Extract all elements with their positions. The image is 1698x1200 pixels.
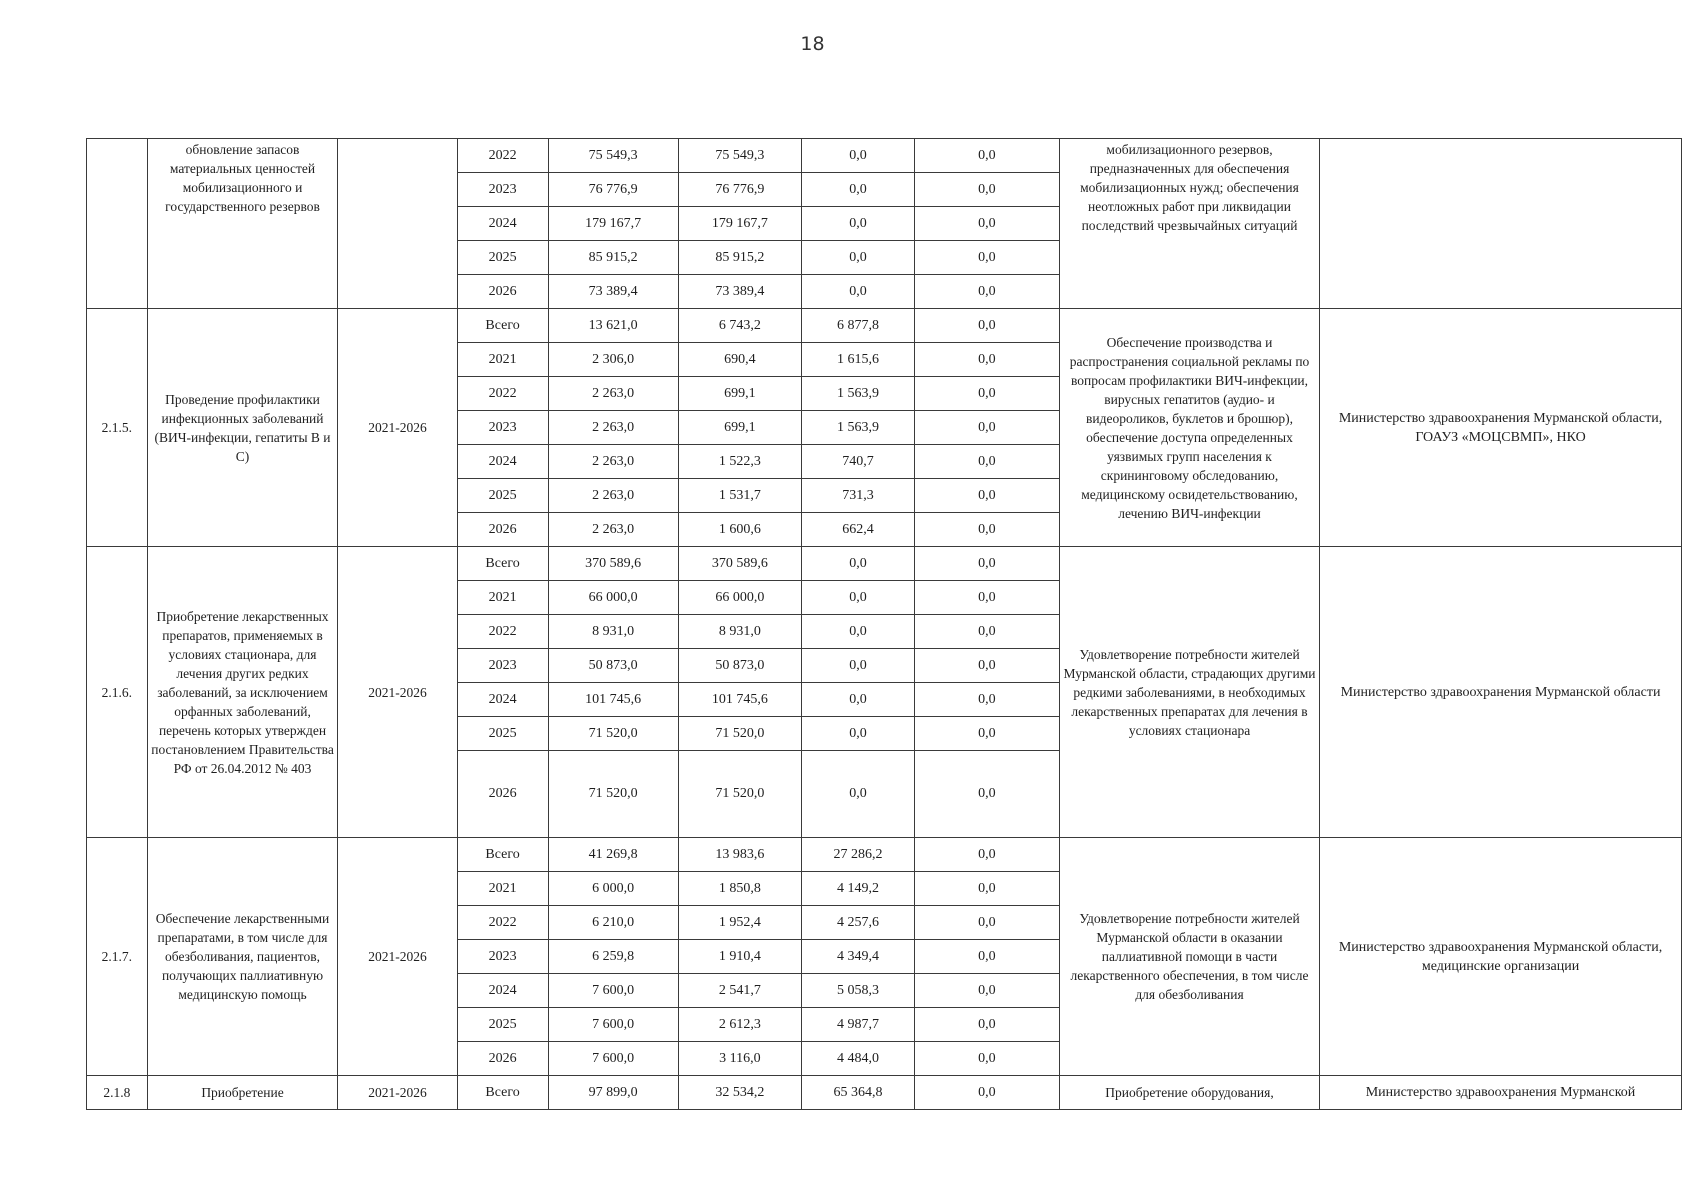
total-cell: 7 600,0 <box>548 974 678 1008</box>
federal-budget-cell: 0,0 <box>802 139 915 173</box>
measure-period: 2021-2026 <box>338 838 457 1076</box>
total-cell: 97 899,0 <box>548 1076 678 1110</box>
regional-budget-cell: 699,1 <box>678 411 802 445</box>
other-source-cell: 0,0 <box>914 581 1059 615</box>
other-source-cell: 0,0 <box>914 139 1059 173</box>
measure-name: Проведение профилактики инфекционных заболеваний (ВИЧ-инфекции, гепатиты В и С) <box>147 309 338 547</box>
total-cell: 71 520,0 <box>548 717 678 751</box>
other-source-cell: 0,0 <box>914 377 1059 411</box>
program-table-container <box>86 138 1682 1110</box>
year-cell: 2026 <box>457 1042 548 1076</box>
federal-budget-cell: 0,0 <box>802 241 915 275</box>
federal-budget-cell: 6 877,8 <box>802 309 915 343</box>
other-source-cell: 0,0 <box>914 241 1059 275</box>
year-cell: 2023 <box>457 411 548 445</box>
regional-budget-cell: 71 520,0 <box>678 717 802 751</box>
year-cell: 2022 <box>457 139 548 173</box>
table-row <box>87 1076 1682 1110</box>
year-cell: Всего <box>457 547 548 581</box>
federal-budget-cell: 731,3 <box>802 479 915 513</box>
page-number: 18 <box>800 33 825 55</box>
federal-budget-cell: 4 987,7 <box>802 1008 915 1042</box>
year-cell: 2025 <box>457 1008 548 1042</box>
federal-budget-cell: 1 563,9 <box>802 377 915 411</box>
other-source-cell: 0,0 <box>914 1076 1059 1110</box>
total-cell: 75 549,3 <box>548 139 678 173</box>
other-source-cell: 0,0 <box>914 717 1059 751</box>
other-source-cell: 0,0 <box>914 940 1059 974</box>
measure-name: Приобретение <box>147 1076 338 1110</box>
year-cell: 2024 <box>457 974 548 1008</box>
year-cell: 2024 <box>457 445 548 479</box>
other-source-cell: 0,0 <box>914 513 1059 547</box>
year-cell: 2024 <box>457 683 548 717</box>
total-cell: 2 263,0 <box>548 411 678 445</box>
federal-budget-cell: 0,0 <box>802 173 915 207</box>
total-cell: 370 589,6 <box>548 547 678 581</box>
executor: Министерство здравоохранения Мурманской области, медицинские организации <box>1320 838 1682 1076</box>
other-source-cell: 0,0 <box>914 1042 1059 1076</box>
total-cell: 2 263,0 <box>548 479 678 513</box>
other-source-cell: 0,0 <box>914 173 1059 207</box>
executor: Министерство здравоохранения Мурманской области, ГОАУЗ «МОЦСВМП», НКО <box>1320 309 1682 547</box>
federal-budget-cell: 0,0 <box>802 751 915 838</box>
table-row <box>87 309 1682 343</box>
other-source-cell: 0,0 <box>914 872 1059 906</box>
total-cell: 2 263,0 <box>548 513 678 547</box>
total-cell: 101 745,6 <box>548 683 678 717</box>
year-cell: Всего <box>457 1076 548 1110</box>
federal-budget-cell: 0,0 <box>802 717 915 751</box>
total-cell: 6 259,8 <box>548 940 678 974</box>
total-cell: 8 931,0 <box>548 615 678 649</box>
federal-budget-cell: 740,7 <box>802 445 915 479</box>
year-cell: Всего <box>457 838 548 872</box>
regional-budget-cell: 699,1 <box>678 377 802 411</box>
regional-budget-cell: 690,4 <box>678 343 802 377</box>
federal-budget-cell: 4 484,0 <box>802 1042 915 1076</box>
regional-budget-cell: 2 612,3 <box>678 1008 802 1042</box>
program-table <box>86 138 1682 1110</box>
regional-budget-cell: 73 389,4 <box>678 275 802 309</box>
regional-budget-cell: 1 531,7 <box>678 479 802 513</box>
other-source-cell: 0,0 <box>914 649 1059 683</box>
federal-budget-cell: 27 286,2 <box>802 838 915 872</box>
other-source-cell: 0,0 <box>914 309 1059 343</box>
executor: Министерство здравоохранения Мурманской <box>1320 1076 1682 1110</box>
measure-code: 2.1.7. <box>87 838 148 1076</box>
regional-budget-cell: 13 983,6 <box>678 838 802 872</box>
federal-budget-cell: 4 257,6 <box>802 906 915 940</box>
regional-budget-cell: 50 873,0 <box>678 649 802 683</box>
measure-name: обновление запасов материальных ценностей мобилизационного и государственного резервов <box>147 139 338 309</box>
other-source-cell: 0,0 <box>914 615 1059 649</box>
regional-budget-cell: 1 910,4 <box>678 940 802 974</box>
year-cell: 2026 <box>457 513 548 547</box>
total-cell: 179 167,7 <box>548 207 678 241</box>
table-body <box>87 139 1682 1110</box>
year-cell: 2021 <box>457 581 548 615</box>
other-source-cell: 0,0 <box>914 547 1059 581</box>
regional-budget-cell: 66 000,0 <box>678 581 802 615</box>
year-cell: Всего <box>457 309 548 343</box>
total-cell: 50 873,0 <box>548 649 678 683</box>
executor <box>1320 139 1682 309</box>
regional-budget-cell: 101 745,6 <box>678 683 802 717</box>
other-source-cell: 0,0 <box>914 479 1059 513</box>
other-source-cell: 0,0 <box>914 683 1059 717</box>
measure-code <box>87 139 148 309</box>
total-cell: 6 000,0 <box>548 872 678 906</box>
measure-code: 2.1.6. <box>87 547 148 838</box>
measure-code: 2.1.8 <box>87 1076 148 1110</box>
regional-budget-cell: 370 589,6 <box>678 547 802 581</box>
year-cell: 2021 <box>457 872 548 906</box>
other-source-cell: 0,0 <box>914 275 1059 309</box>
regional-budget-cell: 76 776,9 <box>678 173 802 207</box>
expected-result: Приобретение оборудования, <box>1059 1076 1319 1110</box>
federal-budget-cell: 0,0 <box>802 207 915 241</box>
measure-code: 2.1.5. <box>87 309 148 547</box>
federal-budget-cell: 65 364,8 <box>802 1076 915 1110</box>
table-row <box>87 547 1682 581</box>
regional-budget-cell: 1 952,4 <box>678 906 802 940</box>
measure-period <box>338 139 457 309</box>
total-cell: 7 600,0 <box>548 1008 678 1042</box>
regional-budget-cell: 2 541,7 <box>678 974 802 1008</box>
measure-period: 2021-2026 <box>338 547 457 838</box>
year-cell: 2024 <box>457 207 548 241</box>
regional-budget-cell: 179 167,7 <box>678 207 802 241</box>
year-cell: 2026 <box>457 275 548 309</box>
expected-result: мобилизационного резервов, предназначенных для обеспечения мобилизационных нужд; обеспечения неотложных работ при ликвидации последствий чрезвычайных ситуаций <box>1059 139 1319 309</box>
regional-budget-cell: 75 549,3 <box>678 139 802 173</box>
other-source-cell: 0,0 <box>914 207 1059 241</box>
year-cell: 2026 <box>457 751 548 838</box>
expected-result: Обеспечение производства и распространения социальной рекламы по вопросам профилактики ВИЧ-инфекции, вирусных гепатитов (аудио- и видеороликов, буклетов и брошюр), обеспечение доступа определенных уязвимых групп населения к скрининговому обследованию, медицинскому освидетельствованию, лечению ВИЧ-инфекции <box>1059 309 1319 547</box>
regional-budget-cell: 1 600,6 <box>678 513 802 547</box>
federal-budget-cell: 0,0 <box>802 275 915 309</box>
federal-budget-cell: 5 058,3 <box>802 974 915 1008</box>
total-cell: 73 389,4 <box>548 275 678 309</box>
year-cell: 2022 <box>457 377 548 411</box>
total-cell: 2 263,0 <box>548 377 678 411</box>
federal-budget-cell: 4 349,4 <box>802 940 915 974</box>
other-source-cell: 0,0 <box>914 445 1059 479</box>
regional-budget-cell: 85 915,2 <box>678 241 802 275</box>
other-source-cell: 0,0 <box>914 906 1059 940</box>
other-source-cell: 0,0 <box>914 838 1059 872</box>
year-cell: 2023 <box>457 173 548 207</box>
year-cell: 2025 <box>457 241 548 275</box>
regional-budget-cell: 3 116,0 <box>678 1042 802 1076</box>
other-source-cell: 0,0 <box>914 411 1059 445</box>
total-cell: 41 269,8 <box>548 838 678 872</box>
total-cell: 76 776,9 <box>548 173 678 207</box>
total-cell: 2 306,0 <box>548 343 678 377</box>
year-cell: 2025 <box>457 479 548 513</box>
total-cell: 7 600,0 <box>548 1042 678 1076</box>
regional-budget-cell: 8 931,0 <box>678 615 802 649</box>
measure-name: Обеспечение лекарственными препаратами, в том числе для обезболивания, пациентов, получающих паллиативную медицинскую помощь <box>147 838 338 1076</box>
expected-result: Удовлетворение потребности жителей Мурманской области в оказании паллиативной помощи в части лекарственного обеспечения, в том числе для обезболивания <box>1059 838 1319 1076</box>
federal-budget-cell: 0,0 <box>802 547 915 581</box>
year-cell: 2021 <box>457 343 548 377</box>
other-source-cell: 0,0 <box>914 1008 1059 1042</box>
regional-budget-cell: 32 534,2 <box>678 1076 802 1110</box>
measure-period: 2021-2026 <box>338 1076 457 1110</box>
expected-result: Удовлетворение потребности жителей Мурманской области, страдающих другими редкими заболеваниями, в необходимых лекарственных препаратах для лечения в условиях стационара <box>1059 547 1319 838</box>
total-cell: 2 263,0 <box>548 445 678 479</box>
other-source-cell: 0,0 <box>914 751 1059 838</box>
year-cell: 2022 <box>457 906 548 940</box>
other-source-cell: 0,0 <box>914 343 1059 377</box>
federal-budget-cell: 662,4 <box>802 513 915 547</box>
measure-period: 2021-2026 <box>338 309 457 547</box>
table-row <box>87 139 1682 173</box>
measure-name: Приобретение лекарственных препаратов, применяемых в условиях стационара, для лечения других редких заболеваний, за исключением орфанных заболеваний, перечень которых утвержден постановлением Правительства РФ от 26.04.2012 № 403 <box>147 547 338 838</box>
federal-budget-cell: 0,0 <box>802 615 915 649</box>
total-cell: 6 210,0 <box>548 906 678 940</box>
federal-budget-cell: 1 563,9 <box>802 411 915 445</box>
year-cell: 2025 <box>457 717 548 751</box>
federal-budget-cell: 1 615,6 <box>802 343 915 377</box>
year-cell: 2023 <box>457 940 548 974</box>
regional-budget-cell: 1 850,8 <box>678 872 802 906</box>
year-cell: 2023 <box>457 649 548 683</box>
year-cell: 2022 <box>457 615 548 649</box>
federal-budget-cell: 0,0 <box>802 683 915 717</box>
federal-budget-cell: 0,0 <box>802 581 915 615</box>
total-cell: 66 000,0 <box>548 581 678 615</box>
other-source-cell: 0,0 <box>914 974 1059 1008</box>
regional-budget-cell: 1 522,3 <box>678 445 802 479</box>
total-cell: 13 621,0 <box>548 309 678 343</box>
regional-budget-cell: 6 743,2 <box>678 309 802 343</box>
table-row <box>87 838 1682 872</box>
total-cell: 85 915,2 <box>548 241 678 275</box>
regional-budget-cell: 71 520,0 <box>678 751 802 838</box>
executor: Министерство здравоохранения Мурманской области <box>1320 547 1682 838</box>
total-cell: 71 520,0 <box>548 751 678 838</box>
federal-budget-cell: 4 149,2 <box>802 872 915 906</box>
federal-budget-cell: 0,0 <box>802 649 915 683</box>
